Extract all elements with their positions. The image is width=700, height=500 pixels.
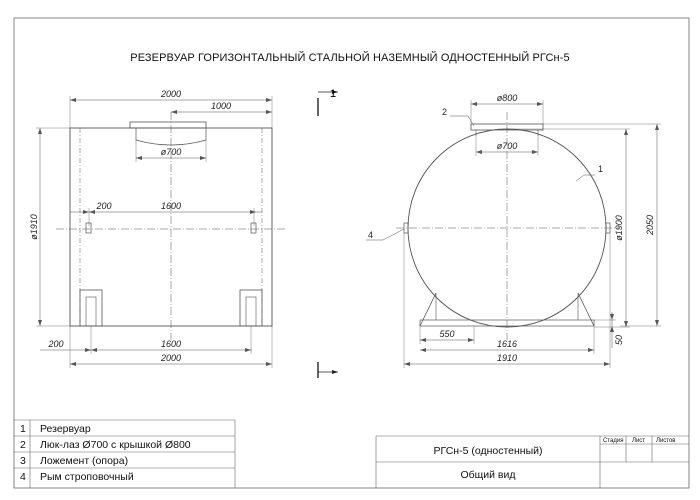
end-dim-support-span: 1616 [496, 339, 518, 349]
title-block-col-sheets: Листов [656, 438, 676, 444]
end-dim-height: 2050 [645, 214, 655, 236]
side-lug-left [86, 223, 91, 233]
side-manhole-flange [130, 122, 206, 128]
side-dim-hatch: ø700 [160, 147, 182, 157]
callout-2: 2 [442, 107, 448, 117]
side-dim-bottom-mid: 1600 [160, 339, 182, 349]
side-dim-inner-left: 200 [96, 201, 112, 211]
sheet-frame [14, 18, 689, 488]
title-block-col-stage: Стадия [603, 438, 624, 444]
end-dim-base: 50 [614, 334, 624, 346]
end-dim-hatch: ø700 [496, 141, 518, 151]
callout-1: 1 [598, 164, 604, 174]
title-block-col-sheet: Лист [632, 438, 646, 444]
section-marks [318, 90, 338, 378]
end-dim-total: 1910 [496, 353, 518, 363]
part-name-2: Люк-лаз Ø700 с крышкой Ø800 [40, 439, 191, 451]
callout-4: 4 [368, 230, 374, 240]
title-block-sheet-title: Общий вид [460, 469, 516, 481]
end-dim-diameter: ø1900 [614, 215, 624, 241]
end-dim-flange: ø800 [496, 93, 518, 103]
side-dim-height: ø1910 [29, 214, 39, 240]
side-lug-right [251, 223, 256, 233]
side-dim-total-bottom: 2000 [160, 353, 182, 363]
part-number-4: 4 [20, 471, 26, 483]
part-name-3: Ложемент (опора) [40, 455, 129, 467]
section-mark-label: 1 [330, 88, 337, 100]
part-name-4: Рым строповочный [40, 471, 134, 483]
end-dim-support: 550 [439, 329, 455, 339]
title-block-designation: РГСн-5 (одностенный) [433, 445, 543, 457]
side-dim-inner-mid: 1600 [160, 201, 182, 211]
part-name-1: Резервуар [40, 423, 91, 435]
part-number-1: 1 [20, 423, 26, 435]
side-dim-total-top: 2000 [160, 89, 182, 99]
side-view [36, 96, 286, 368]
part-number-2: 2 [20, 439, 26, 451]
side-support-right [240, 290, 262, 326]
part-number-3: 3 [20, 455, 26, 467]
side-dim-half-top: 1000 [210, 101, 232, 111]
side-support-left [80, 290, 102, 326]
callout-2-leader [450, 116, 474, 126]
side-dim-bottom-left: 200 [48, 339, 64, 349]
drawing-title: РЕЗЕРВУАР ГОРИЗОНТАЛЬНЫЙ СТАЛЬНОЙ НАЗЕМНЫЙ ОДНОСТЕННЫЙ РГСн-5 [130, 52, 570, 64]
